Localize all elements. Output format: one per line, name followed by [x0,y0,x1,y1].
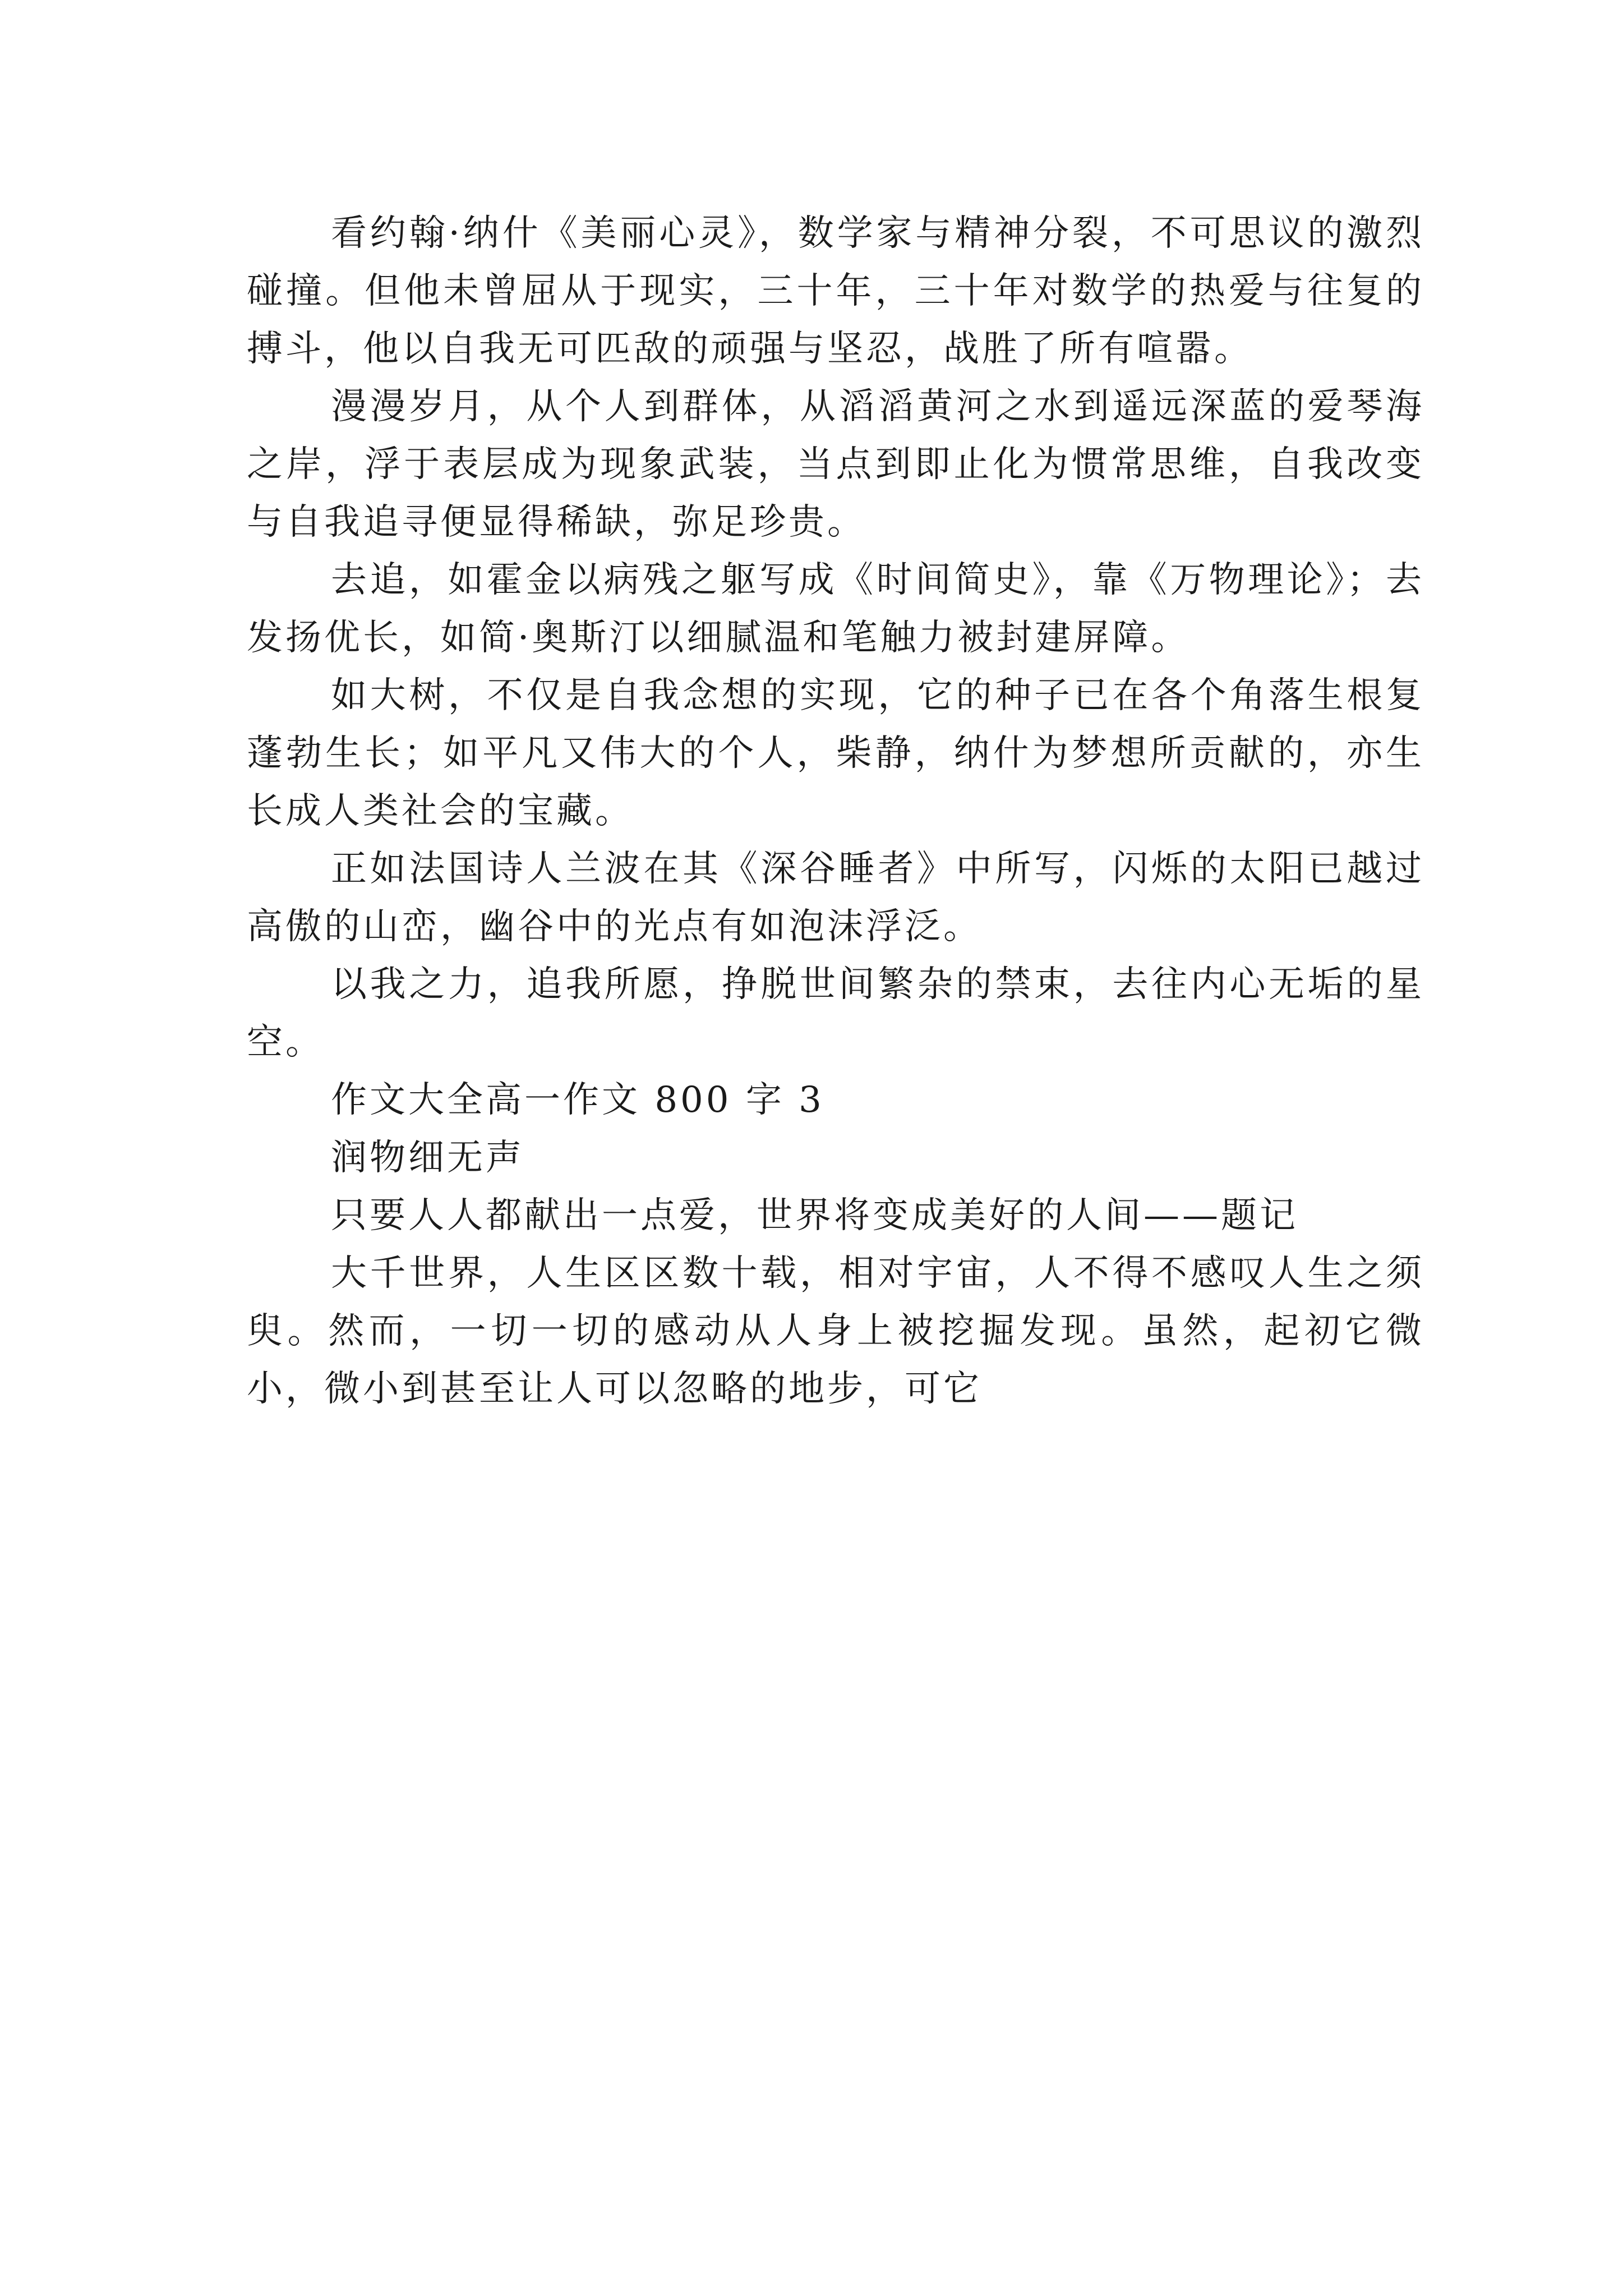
paragraph-tree: 如大树，不仅是自我念想的实现，它的种子已在各个角落生根复蓬勃生长；如平凡又伟大的个人，柴静，纳什为梦想所贡献的，亦生长成人类社会的宝藏。 [247,675,1424,832]
paragraph-closing: 以我之力，追我所愿，挣脱世间繁杂的禁束，去往内心无垢的星空。 [247,964,1424,1063]
section-heading: 作文大全高一作文 800 字 3 [331,1079,824,1121]
paragraph-hawking: 去追，如霍金以病残之躯写成《时间简史》，靠《万物理论》；去发扬优长，如简·奥斯汀以细腻温和笔触力被封建屏障。 [247,559,1424,659]
document-body [247,205,1424,1418]
essay-title: 润物细无声 [331,1137,524,1179]
epigraph: 只要人人都献出一点爱，世界将变成美好的人间——题记 [331,1195,1298,1236]
paragraph-rimbaud: 正如法国诗人兰波在其《深谷睡者》中所写，闪烁的太阳已越过高傲的山峦，幽谷中的光点有如泡沫浮泛。 [247,848,1424,947]
paragraph-world: 大千世界，人生区区数十载，相对宇宙，人不得不感叹人生之须臾。然而，一切一切的感动从人身上被挖掘发现。虽然，起初它微小，微小到甚至让人可以忽略的地步，可它 [247,1253,1424,1410]
paragraph-nash: 看约翰·纳什《美丽心灵》，数学家与精神分裂，不可思议的激烈碰撞。但他未曾屈从于现实，三十年，三十年对数学的热爱与往复的搏斗，他以自我无可匹敌的顽强与坚忍，战胜了所有喧嚣。 [247,213,1424,370]
paragraph-years: 漫漫岁月，从个人到群体，从滔滔黄河之水到遥远深蓝的爱琴海之岸，浮于表层成为现象武装，当点到即止化为惯常思维，自我改变与自我追寻便显得稀缺，弥足珍贵。 [247,386,1424,543]
